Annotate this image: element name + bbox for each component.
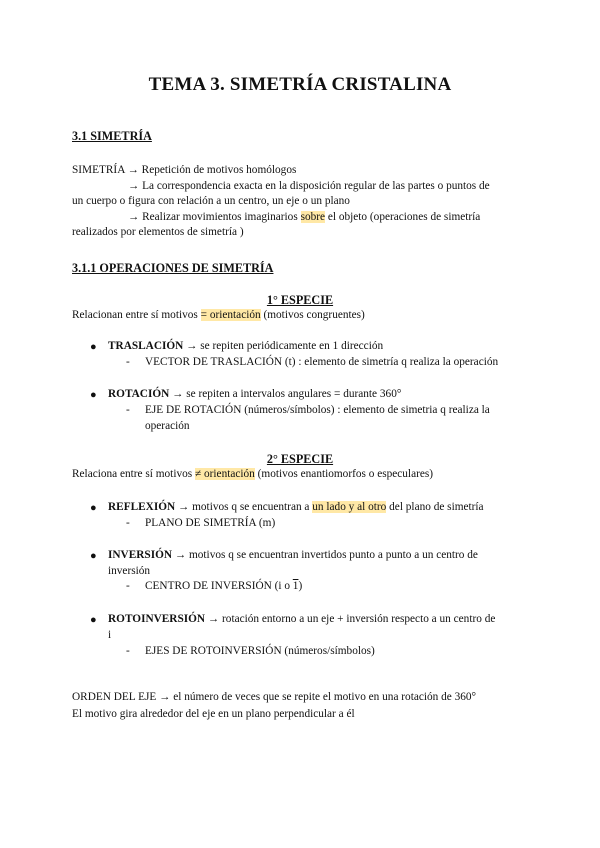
- section-heading-3-1-1: 3.1.1 OPERACIONES DE SIMETRÍA: [72, 261, 274, 275]
- definition-line-3b: realizados por elementos de simetría ): [72, 226, 244, 238]
- dash-icon: -: [126, 645, 130, 657]
- list-item-inversion-cont: inversión: [108, 565, 151, 577]
- list-item-inversion: INVERSIÓN → motivos q se encuentran invertidos punto a punto a un centro de: [108, 549, 478, 561]
- page-title: TEMA 3. SIMETRÍA CRISTALINA: [148, 74, 452, 95]
- highlight: un lado y al otro: [312, 501, 387, 513]
- especie1-heading: 1° ESPECIE: [266, 293, 334, 307]
- list-item-rotoinversion: ROTOINVERSIÓN → rotación entorno a un eje + inversión respecto a un centro de: [108, 613, 496, 625]
- especie2-intro: Relaciona entre sí motivos ≠ orientación (motivos enantiomorfos o especulares): [72, 468, 434, 480]
- bar-one: 1: [292, 580, 299, 592]
- bullet-icon: ●: [90, 502, 97, 514]
- bullet-icon: ●: [90, 550, 97, 562]
- orden-line-1: ORDEN DEL EJE → el número de veces que se repite el motivo en una rotación de 360°: [72, 691, 477, 703]
- list-item-rotoinversion-cont: i: [108, 629, 112, 641]
- definition-line-1: [72, 164, 296, 176]
- bullet-icon: ●: [90, 341, 97, 353]
- bullet-icon: ●: [90, 614, 97, 626]
- dash-icon: -: [126, 580, 130, 592]
- sub-item-eje: EJE DE ROTACIÓN (números/símbolos) : elemento de simetria q realiza la: [145, 404, 490, 416]
- dash-icon: -: [126, 404, 130, 416]
- orden-line-2: El motivo gira alrededor del eje en un plano perpendicular a él: [72, 708, 355, 720]
- dash-icon: -: [126, 517, 130, 529]
- especie2-heading: 2° ESPECIE: [266, 452, 334, 466]
- especie1-intro: Relacionan entre sí motivos = orientación (motivos congruentes): [72, 309, 365, 321]
- list-item-traslacion: TRASLACIÓN → se repiten periódicamente en 1 dirección: [108, 340, 384, 352]
- definition-term: SIMETRÍA: [72, 164, 125, 176]
- bullet-icon: ●: [90, 389, 97, 401]
- sub-item-plano: PLANO DE SIMETRÍA (m): [145, 517, 276, 529]
- sub-item-eje-cont: operación: [145, 420, 190, 432]
- highlight: ≠ orientación: [194, 468, 255, 480]
- definition-line-3a: → Realizar movimientos imaginarios sobre el objeto (operaciones de simetría: [128, 211, 481, 223]
- section-heading-3-1: 3.1 SIMETRÍA: [72, 129, 152, 143]
- highlight: sobre: [300, 211, 326, 223]
- definition-line-2b: un cuerpo o figura con relación a un centro, un eje o un plano: [72, 195, 350, 207]
- sub-item-ejes-roto: EJES DE ROTOINVERSIÓN (números/símbolos): [145, 645, 375, 657]
- highlight: = orientación: [200, 309, 261, 321]
- definition-line-2a: → La correspondencia exacta en la disposición regular de las partes o puntos de: [128, 180, 490, 192]
- sub-item-vector: VECTOR DE TRASLACIÓN (t) : elemento de simetría q realiza la operación: [145, 356, 499, 368]
- list-item-rotacion: ROTACIÓN → se repiten a intervalos angulares = durante 360°: [108, 388, 402, 400]
- dash-icon: -: [126, 356, 130, 368]
- list-item-reflexion: REFLEXIÓN → motivos q se encuentran a un lado y al otro del plano de simetría: [108, 501, 484, 513]
- sub-item-centro: CENTRO DE INVERSIÓN (i o 1): [145, 580, 303, 592]
- definition-text: → Repetición de motivos homólogos: [127, 164, 297, 176]
